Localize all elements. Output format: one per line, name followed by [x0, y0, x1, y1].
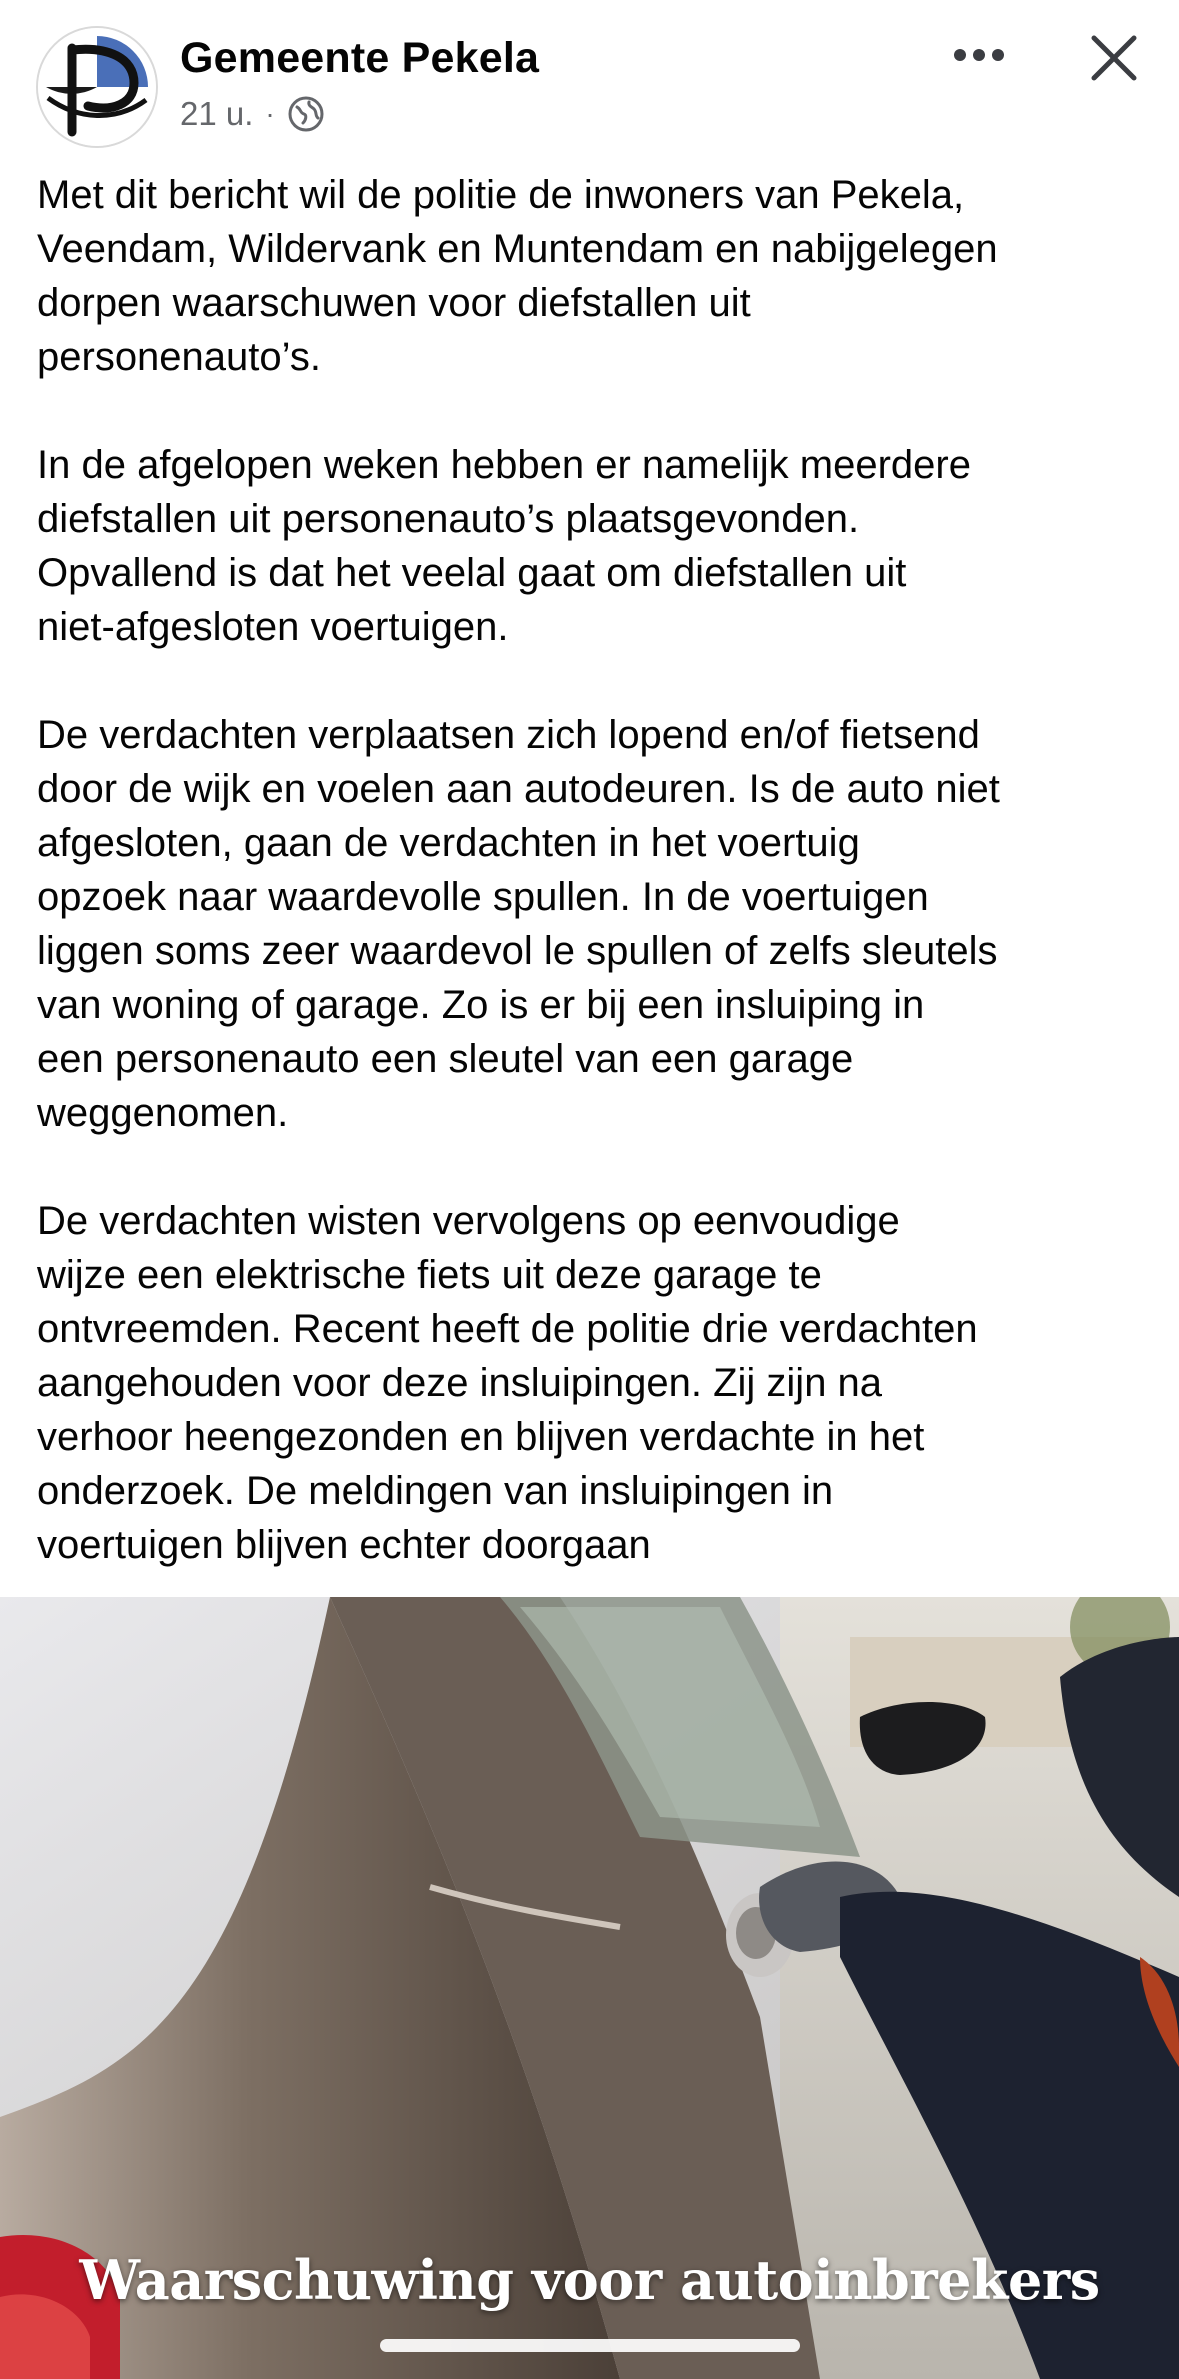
post-paragraph-3: De verdachten verplaatsen zich lopend en/of fietsend door de wijk en voelen aan autodeuren. Is de auto niet afgesloten, gaan de verdachten in het voertuig opzoek naar waardevolle spullen. In de voertuigen liggen soms zeer waardevol le spullen of zelfs sleutels van woning of garage. Zo is er bij een insluiping in een personenauto een sleutel van een garage weggenomen.	[37, 713, 1000, 1135]
page-logo	[38, 28, 156, 146]
post-meta	[180, 94, 325, 134]
post-paragraph-2: In de afgelopen weken hebben er namelijk meerdere diefstallen uit personenauto’s plaatsgevonden. Opvallend is dat het veelal gaat om diefstallen uit niet-afgesloten voertuigen.	[37, 443, 971, 649]
globe-icon	[287, 95, 325, 133]
more-options-button[interactable]	[948, 32, 1010, 78]
post-paragraph-1: Met dit bericht wil de politie de inwoners van Pekela, Veendam, Wildervank en Muntendam en nabijgelegen dorpen waarschuwen voor diefstallen uit personenauto’s.	[37, 173, 998, 379]
close-button[interactable]	[1080, 24, 1148, 92]
more-horizontal-icon	[953, 48, 1005, 62]
post-header	[0, 0, 1179, 160]
image-caption: Waarschuwing voor autoinbrekers	[79, 2248, 1100, 2312]
post-paragraph-4: De verdachten wisten vervolgens op eenvoudige wijze een elektrische fiets uit deze garage te ontvreemden. Recent heeft de politie drie verdachten aangehouden voor deze insluipingen. Zij zijn na verhoor heengezonden en blijven verdachte in het onderzoek. De meldingen van insluipingen in voertuigen blijven echter doorgaan	[37, 1199, 978, 1567]
meta-separator: ·	[265, 98, 275, 129]
home-indicator[interactable]	[380, 2339, 800, 2352]
post-text	[37, 168, 1162, 1572]
post-time[interactable]: 21 u.	[180, 95, 254, 132]
page-avatar[interactable]	[36, 26, 158, 148]
page-name[interactable]: Gemeente Pekela	[180, 34, 540, 82]
close-icon	[1090, 34, 1138, 82]
post-image[interactable]	[0, 1597, 1179, 2379]
